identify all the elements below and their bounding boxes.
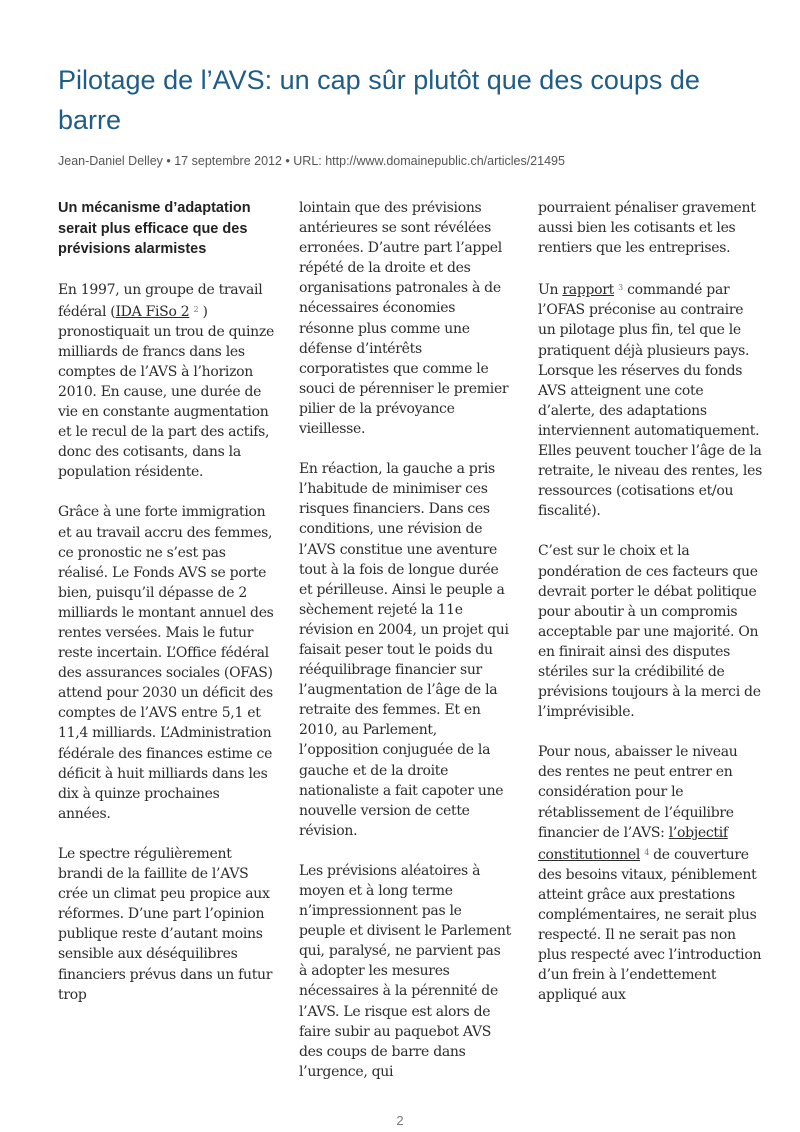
link-rapport[interactable]: rapport: [562, 282, 614, 299]
paragraph: Le spectre régulièrement brandi de la faillite de l’AVS crée un climat peu propice aux réformes. D’une part l’opinion publique reste d’autant moins sensible aux déséquilibres financiers prévus dans un futur trop: [58, 845, 273, 1003]
article-subheading: Un mécanisme d’adaptation serait plus efficace que des prévisions alarmistes: [58, 200, 251, 257]
column-2: [299, 198, 511, 1102]
column-3: [538, 198, 764, 1025]
article-byline: Jean-Daniel Delley • 17 septembre 2012 • URL: http://www.domainepublic.ch/articles/21495: [58, 154, 565, 168]
footnote-ref[interactable]: 2: [193, 304, 199, 314]
paragraph: pourraient pénaliser gravement aussi bien les cotisants et les rentiers que les entreprises.: [538, 200, 756, 257]
paragraph: C’est sur le choix et la pondération de ces facteurs que devrait porter le débat politique pour aboutir à un compromis acceptable par une majorité. On en finirait ainsi des disputes stériles sur la crédibilité de prévisions toujours à la merci de l’imprévisible.: [538, 543, 761, 721]
paragraph: Un rapport $^3$ commandé par l’OFAS préconise au contraire un pilotage plus fin, tel que le pratiquent déjà plusieurs pays. Lorsque les réserves du fonds AVS atteignent une cote d’alerte, des adaptations interviennent automatiquement. Elles peuvent toucher l’âge de la retraite, le niveau des rentes, les ressources (cotisations et/ou fiscalité).: [538, 282, 762, 520]
footnote-ref[interactable]: 3: [618, 283, 623, 293]
paragraph: Grâce à une forte immigration et au travail accru des femmes, ce pronostic ne s’est pas réalisé. Le Fonds AVS se porte bien, puisqu’il dépasse de 2 milliards le montant annuel des rentes versées. Mais le futur reste incertain. L’Office fédéral des assurances sociales (OFAS) attend pour 2030 un déficit des comptes de l’AVS entre 5,1 et 11,4 milliards. L’Administration fédérale des finances estime ce déficit à huit milliards dans les dix à quinze prochaines années.: [58, 504, 274, 822]
paragraph: Les prévisions aléatoires à moyen et à long terme n’impressionnent pas le peuple et divisent le Parlement qui, paralysé, ne parvient pas à adopter les mesures nécessaires à la pérennité de l’AVS. Le risque est alors de faire subir au paquebot AVS des coups de barre dans l’urgence, qui: [299, 862, 511, 1080]
article-title: Pilotage de l’AVS: un cap sûr plutôt que des coups de barre: [58, 65, 700, 135]
footnote-ref[interactable]: 4: [644, 847, 649, 857]
link-ida-fiso-2[interactable]: IDA FiSo 2: [115, 303, 190, 320]
column-1: [58, 198, 274, 1025]
paragraph: Pour nous, abaisser le niveau des rentes ne peut entrer en considération pour le rétablissement de l’équilibre financier de l’AVS: l’objectif constitutionnel $^4$ de couverture des besoins vitaux, péniblement atteint grâce aux prestations complémentaires, ne serait plus respecté. Il ne serait pas non plus respecté avec l’introduction d’un frein à l’endettement appliqué aux: [538, 744, 762, 1004]
page-number: 2: [396, 1113, 404, 1128]
paragraph: En 1997, un groupe de travail fédéral (IDA FiSo 2 $^2$ ) pronostiquait un trou de quinze milliards de francs dans les comptes de l’AVS à l’horizon 2010. En cause, une durée de vie en constante augmentation et le recul de la part des actifs, donc des cotisants, dans la population résidente.: [58, 281, 274, 481]
link-objectif-constitutionnel[interactable]: l’objectif constitutionnel: [538, 824, 728, 863]
paragraph: lointain que des prévisions antérieures se sont révélées erronées. D’autre part l’appel répété de la droite et des organisations patronales à de nécessaires économies résonne plus comme une défense d’intérêts corporatistes que comme le souci de pérenniser le premier pilier de la prévoyance vieillesse.: [299, 200, 509, 438]
paragraph: En réaction, la gauche a pris l’habitude de minimiser ces risques financiers. Dans ces conditions, une révision de l’AVS constitue une aventure tout à la fois de longue durée et périlleuse. Ainsi le peuple a sèchement rejeté la 11e révision en 2004, un projet qui faisait peser tout le poids du rééquilibrage financier sur l’augmentation de l’âge de la retraite des femmes. Et en 2010, au Parlement, l’opposition conjuguée de la gauche et de la droite nationaliste a fait capoter une nouvelle version de cette révision.: [299, 461, 509, 839]
